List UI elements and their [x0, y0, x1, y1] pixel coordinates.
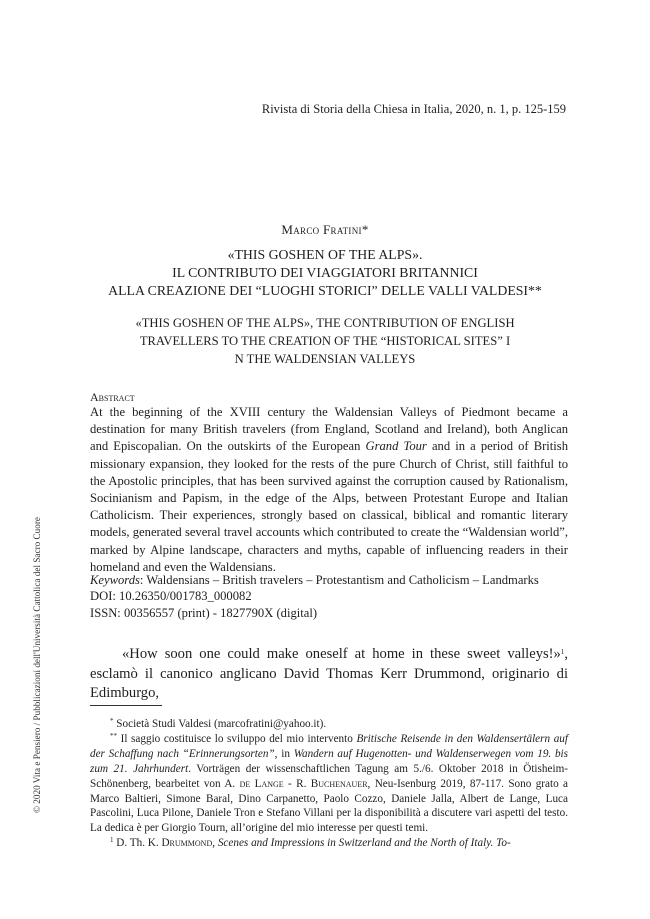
- footnote-italic: Scenes and Impressions in Switzerland and the North of Italy. To-: [217, 837, 511, 850]
- footnote-mark: *: [110, 717, 114, 725]
- footnote-italic: Wandern auf Hugenotten- und Waldenserwegen vom 19. bis zum 21. Jahrhundert: [90, 747, 569, 775]
- copyright-side-note: © 2020 Vita e Pensiero / Pubblicazioni dell'Università Cattolica del Sacro Cuore: [32, 517, 42, 813]
- subtitle-line: TRAVELLERS TO THE CREATION OF THE “HISTORICAL SITES” I: [139, 334, 511, 348]
- abstract-heading: Abstract: [90, 390, 135, 404]
- body-text: [90, 645, 568, 704]
- doi-line: DOI: 10.26350/001783_000082: [90, 589, 252, 603]
- running-head: Rivista di Storia della Chiesa in Italia, 2020, n. 1, p. 125-159: [261, 102, 566, 116]
- body-text-part: «How soon one could make oneself at home in these sweet valleys!»: [122, 646, 561, 662]
- title-line: IL CONTRIBUTO DEI VIAGGIATORI BRITANNICI: [172, 265, 478, 280]
- footnote-text: . Vorträgen der wissenschaftlichen Tagung am 5./6. Oktober 2018 in Ötisheim-Schönenberg, bearbeitet von A.: [90, 762, 568, 790]
- keywords-line: [90, 572, 539, 589]
- footnote-2: [90, 732, 568, 836]
- footnote-mark: 1: [110, 836, 114, 845]
- footnote-mark: **: [110, 731, 117, 740]
- footnote-text: Società Studi Valdesi (marcofratini@yahoo.it).: [113, 718, 327, 730]
- footnote-text: , Neu-Isenburg 2019, 87-117. Sono grato a Marco Baltieri, Simone Baral, Dino Carpanetto, Paolo Cozzo, Daniele Jalla, Albert de Lange, Luca Pascolini, Luca Pilone, Daniele Tron e Stefano Villani per la disponibilità a discutere vari aspetti del testo. La dedica è per Giorgio Tourn, all’origine del mio interesse per questi temi.: [90, 777, 569, 835]
- article-title: [0, 246, 650, 300]
- footnote-text: D. Th. K.: [113, 837, 162, 850]
- footnote-italic: Britische Reisende in den Waldensertälern auf der Schaffung nach “Erinnerungsorten”: [90, 732, 569, 760]
- english-title: [0, 314, 650, 368]
- subtitle-line: N THE WALDENSIAN VALLEYS: [234, 352, 416, 366]
- footnote-text: Il saggio costituisce lo sviluppo del mio intervento: [117, 732, 357, 745]
- footnote-smallcaps: de Lange: [239, 777, 284, 790]
- footnote-3: [90, 836, 568, 851]
- abstract-text-part: At the beginning of the XVIII century the Waldensian Valleys of Piedmont became a destination for many British travelers (from England, Scotland and Ireland), both Anglican and Episcopalian. On the outskirts of the European: [90, 405, 568, 454]
- footnote-text: , in: [274, 747, 294, 760]
- footnotes: [90, 717, 568, 851]
- grand-tour-term: Grand Tour: [365, 439, 427, 454]
- title-line: ALLA CREAZIONE DEI “LUOGHI STORICI” DELLE VALLI VALDESI**: [108, 283, 542, 298]
- footnote-text: - R.: [283, 777, 311, 790]
- footnote-1: [90, 717, 568, 732]
- author-name: Marco Fratini*: [281, 222, 369, 237]
- abstract-text: [90, 404, 568, 576]
- footnote-text: ,: [212, 837, 218, 850]
- subtitle-line: «THIS GOSHEN OF THE ALPS», THE CONTRIBUTION OF ENGLISH: [135, 316, 515, 330]
- keywords-label: Keywords: [90, 573, 140, 587]
- footnote-smallcaps: Buchenauer: [310, 777, 368, 790]
- keywords-text: : Waldensians – British travelers – Protestantism and Catholicism – Landmarks: [139, 573, 539, 587]
- footnote-smallcaps: Drummond: [161, 837, 213, 850]
- abstract-text-part: and in a period of British missionary expansion, they looked for the rests of the pure Church of Christ, still faithful to the Apostolic principles, that has been survived against the corruption caused by Rationalism, Socinianism and Papism, in the edge of the Alps, between Protestant Europe and Italian Catholicism. Their experiences, strongly based on classical, biblical and romantic literary models, generated several travel accounts which contributed to create the “Waldensian world”, marked by Alpine landscape, characters and myths, capable of influencing readers in their homeland and even the Waldensians.: [90, 439, 568, 574]
- footnote-separator: [90, 705, 162, 706]
- footnote-ref: 1: [560, 648, 565, 656]
- body-paragraph: [90, 645, 568, 704]
- body-text-part: , esclamò il canonico anglicano David Thomas Kerr Drummond, originario di Edimburgo,: [90, 646, 568, 701]
- title-line: «THIS GOSHEN OF THE ALPS».: [227, 247, 423, 262]
- issn-line: ISSN: 00356557 (print) - 1827790X (digital): [90, 606, 318, 620]
